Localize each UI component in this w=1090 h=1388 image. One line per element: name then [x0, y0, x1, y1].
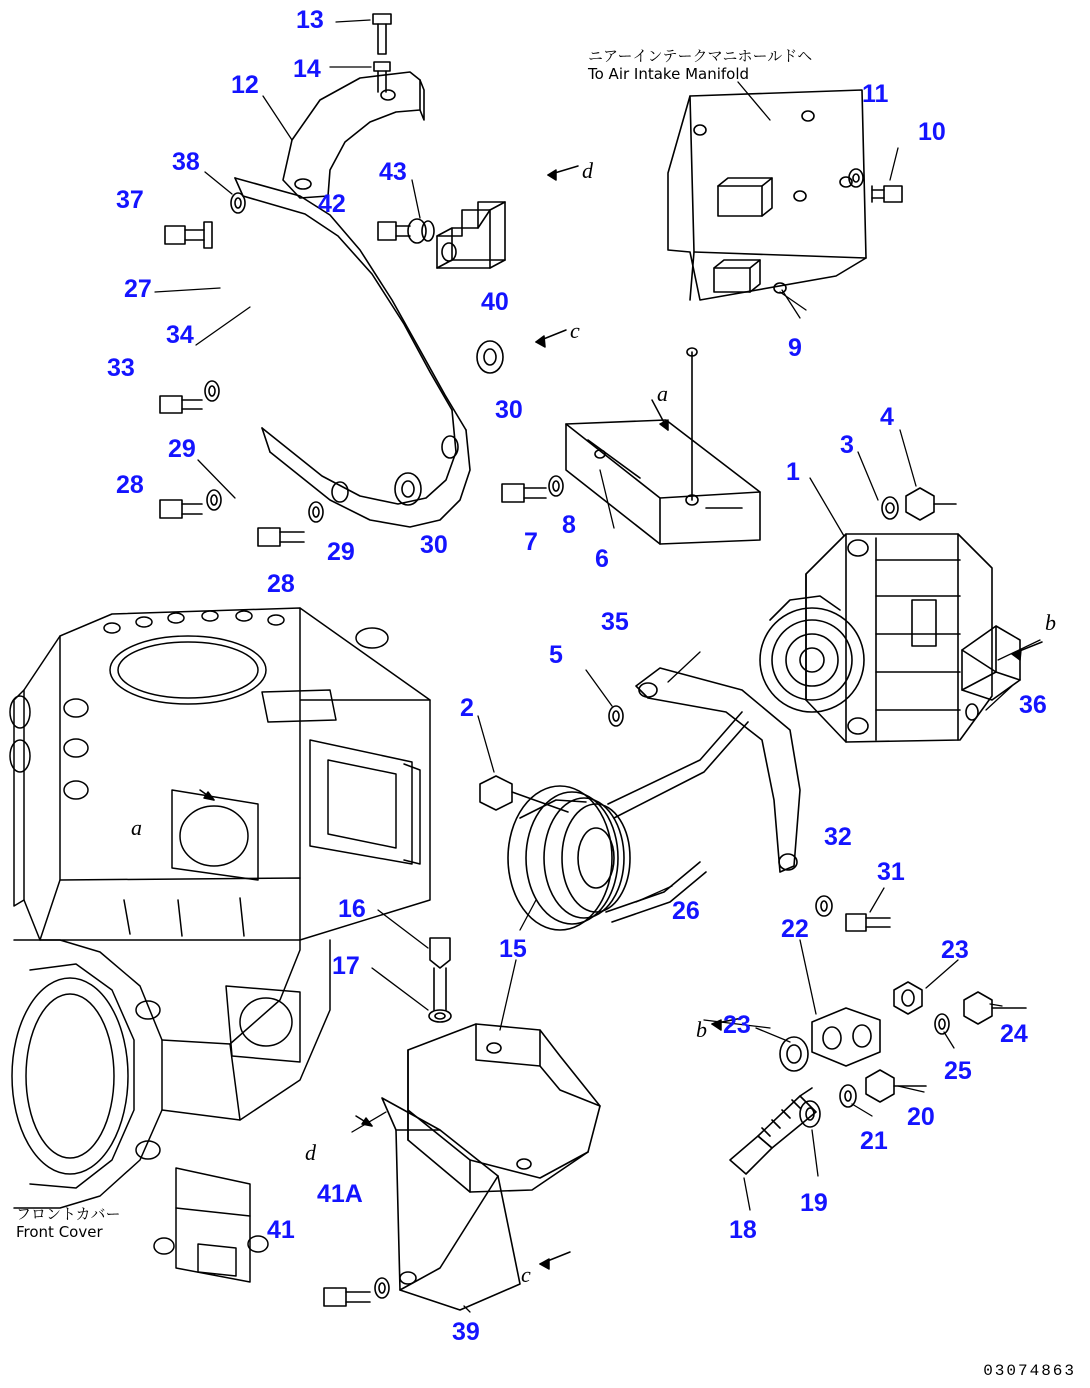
washer-30-upper: [477, 341, 503, 373]
callout-8[interactable]: 8: [562, 511, 576, 539]
washer-17: [429, 1010, 451, 1022]
washer-29-left: [207, 490, 221, 510]
callout-31[interactable]: 31: [877, 858, 905, 886]
washer-29b: [309, 502, 323, 522]
callout-16[interactable]: 16: [338, 895, 366, 923]
bolt-29-lower: [258, 528, 304, 546]
alternator-1: [760, 534, 992, 742]
bolt-20: [866, 1070, 926, 1102]
washer-21: [840, 1085, 856, 1107]
callout-4[interactable]: 4: [880, 403, 894, 431]
callout-28b[interactable]: 28: [267, 570, 295, 598]
callout-14[interactable]: 14: [293, 55, 321, 83]
callout-12[interactable]: 12: [231, 71, 259, 99]
bolt-43: [378, 219, 434, 243]
bolt-37: [165, 222, 212, 248]
washer-5: [609, 706, 623, 726]
bracket-35: [636, 668, 800, 872]
bar-6: [566, 420, 760, 544]
plate-9: [668, 90, 866, 500]
callout-29b[interactable]: 29: [327, 538, 355, 566]
callout-25[interactable]: 25: [944, 1057, 972, 1085]
block-40: [437, 202, 505, 268]
callout-39[interactable]: 39: [452, 1318, 480, 1346]
callout-36[interactable]: 36: [1019, 691, 1047, 719]
section-mark-a1: a: [131, 815, 142, 840]
pulley-15: [508, 786, 630, 930]
bracket-15: [408, 1024, 600, 1192]
callout-30a[interactable]: 30: [495, 396, 523, 424]
adjuster-18: [730, 1088, 816, 1174]
callout-27[interactable]: 27: [124, 275, 152, 303]
pin-16: [430, 938, 450, 1010]
nut-23-left: [780, 1037, 808, 1071]
callout-34[interactable]: 34: [166, 321, 194, 349]
annotation-front-cover-en: Front Cover: [16, 1223, 103, 1241]
washer-3: [882, 497, 898, 519]
callout-13[interactable]: 13: [296, 6, 324, 34]
callout-29a[interactable]: 29: [168, 435, 196, 463]
nut-23-right: [894, 982, 922, 1014]
callout-7[interactable]: 7: [524, 528, 538, 556]
callout-18[interactable]: 18: [729, 1216, 757, 1244]
washer-32: [816, 896, 832, 916]
bolt-31: [846, 914, 890, 931]
callout-11[interactable]: 11: [862, 80, 889, 108]
section-mark-d2: d: [305, 1140, 316, 1165]
callout-32[interactable]: 32: [824, 823, 852, 851]
section-mark-d1: d: [582, 158, 593, 183]
callout-41A[interactable]: 41A: [317, 1180, 363, 1208]
callout-20[interactable]: 20: [907, 1103, 935, 1131]
callout-1[interactable]: 1: [786, 458, 800, 486]
callout-43[interactable]: 43: [379, 158, 407, 186]
callout-35[interactable]: 35: [601, 608, 629, 636]
belt-26: [606, 712, 748, 925]
callout-19[interactable]: 19: [800, 1189, 828, 1217]
bolt-4: [906, 488, 956, 520]
callout-23a[interactable]: 23: [941, 936, 969, 964]
bolt-41: [324, 1288, 370, 1306]
callout-24[interactable]: 24: [1000, 1020, 1028, 1048]
washer-25: [935, 1014, 949, 1034]
bolt-33: [160, 396, 202, 413]
washer-41b: [375, 1278, 389, 1298]
drawing-number: 03074863: [983, 1362, 1076, 1380]
callout-17[interactable]: 17: [332, 952, 360, 980]
callout-30b[interactable]: 30: [420, 531, 448, 559]
bolt-28-left: [160, 500, 202, 518]
annotation-front-cover-jp: フロントカバー: [16, 1205, 121, 1223]
callout-33[interactable]: 33: [107, 354, 135, 382]
washer-8: [549, 476, 563, 496]
washer-11: [849, 169, 863, 187]
bolt-10: [872, 186, 902, 202]
section-mark-c2: c: [521, 1262, 531, 1287]
bracket-22: [812, 1008, 880, 1066]
bolt-13: [373, 14, 391, 54]
annotation-air-intake-jp: ニアーインテークマニホールドヘ: [588, 47, 813, 65]
annotation-air-intake-en: To Air Intake Manifold: [588, 65, 750, 83]
callout-23b[interactable]: 23: [723, 1011, 751, 1039]
section-mark-b1: b: [1045, 610, 1056, 635]
callout-21[interactable]: 21: [860, 1127, 888, 1155]
callout-41[interactable]: 41: [267, 1216, 295, 1244]
bolt-14: [374, 62, 390, 92]
callout-15[interactable]: 15: [499, 935, 527, 963]
callout-10[interactable]: 10: [918, 118, 946, 146]
callout-38[interactable]: 38: [172, 148, 200, 176]
callout-3[interactable]: 3: [840, 431, 854, 459]
plate-41A: [382, 1098, 520, 1310]
callout-22[interactable]: 22: [781, 915, 809, 943]
callout-40[interactable]: 40: [481, 288, 509, 316]
callout-5[interactable]: 5: [549, 641, 563, 669]
washer-34: [205, 381, 219, 401]
engine-block: [10, 608, 430, 940]
callout-28a[interactable]: 28: [116, 471, 144, 499]
section-mark-a2: a: [657, 381, 668, 406]
bolt-7: [502, 484, 546, 502]
callout-2[interactable]: 2: [460, 694, 474, 722]
washer-30-lower: [395, 473, 421, 505]
callout-9[interactable]: 9: [788, 334, 802, 362]
callout-6[interactable]: 6: [595, 545, 609, 573]
section-mark-b2: b: [696, 1017, 707, 1042]
section-mark-c1: c: [570, 318, 580, 343]
callout-26[interactable]: 26: [672, 897, 700, 925]
callout-42[interactable]: 42: [318, 190, 346, 218]
callout-37[interactable]: 37: [116, 186, 144, 214]
